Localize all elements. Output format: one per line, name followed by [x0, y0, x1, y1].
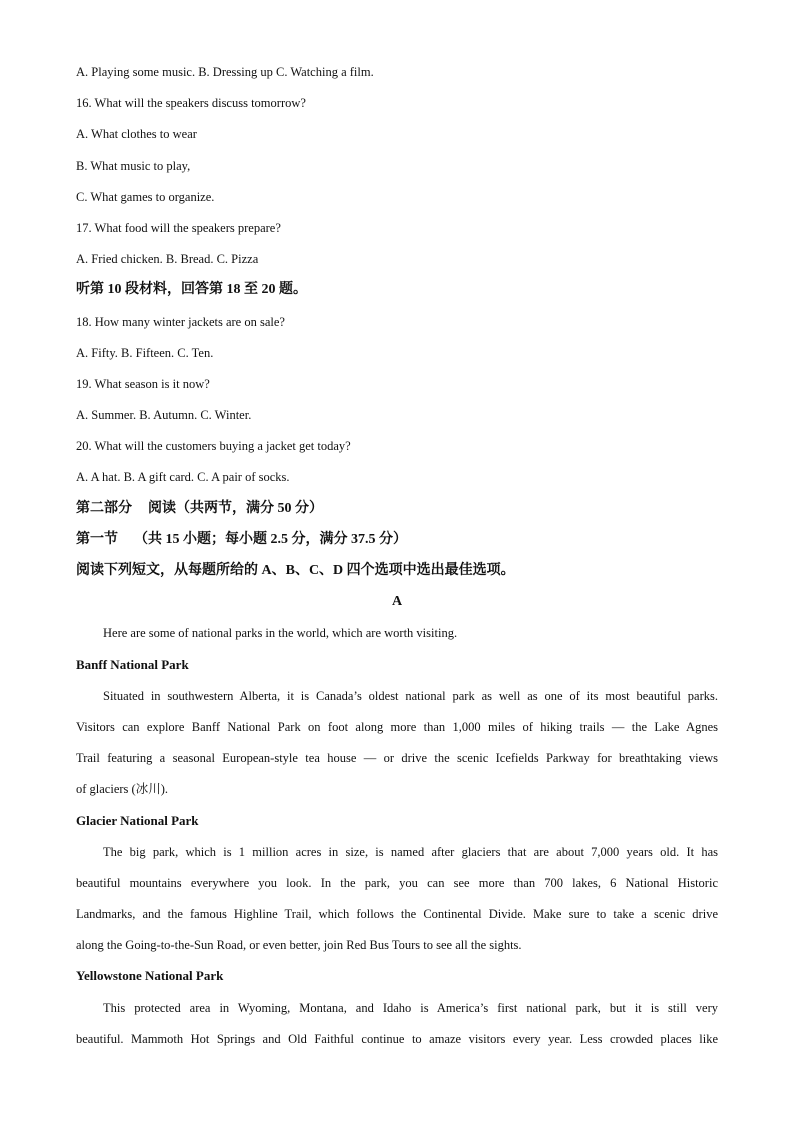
park-glacier-line-1: The big park, which is 1 million acres in size, is named after glaciers that are about 7,000 years old. It has	[103, 844, 718, 859]
passage-intro: Here are some of national parks in the world, which are worth visiting.	[103, 626, 458, 641]
part-2-heading	[76, 499, 718, 530]
question-18-options: A. Fifty. B. Fifteen. C. Ten.	[76, 345, 214, 360]
section-1-scoring: （共 15 小题；每小题 2.5 分，满分 37.5 分）	[134, 531, 407, 547]
park-glacier-line-3: Landmarks, and the famous Highline Trail, which follows the Continental Divide. Make sure to take a scenic drive	[76, 907, 718, 922]
question-20-options: A. A hat. B. A gift card. C. A pair of socks.	[76, 470, 290, 485]
section-1-heading	[76, 530, 718, 561]
question-17: 17. What food will the speakers prepare?	[76, 220, 281, 235]
question-17-options: A. Fried chicken. B. Bread. C. Pizza	[76, 252, 259, 267]
park-yellowstone-line-1: This protected area in Wyoming, Montana, and Idaho is America’s first national park, but it is still very	[103, 1000, 718, 1015]
park-banff-line-4: of glaciers (冰川).	[76, 782, 168, 797]
question-16-option-c: C. What games to organize.	[76, 189, 215, 204]
park-banff-line-2: Visitors can explore Banff National Park on foot along more than 1,000 miles of hiking trails — the Lake Agnes	[76, 719, 718, 734]
part-2-label: 第二部分	[76, 500, 132, 516]
park-heading-yellowstone: Yellowstone National Park	[76, 968, 224, 984]
section-10-heading: 听第 10 段材料，回答第 18 至 20 题。	[76, 282, 307, 298]
park-glacier-line-4: along the Going-to-the-Sun Road, or even better, join Red Bus Tours to see all the sights.	[76, 938, 522, 953]
park-glacier-line-2: beautiful mountains everywhere you look. In the park, you can see more than 700 lakes, 6 National Historic	[76, 875, 718, 890]
question-20: 20. What will the customers buying a jacket get today?	[76, 439, 351, 454]
document-page	[76, 62, 718, 1060]
question-19-options: A. Summer. B. Autumn. C. Winter.	[76, 408, 252, 423]
park-banff-line-3: Trail featuring a seasonal European-style tea house — or drive the scenic Icefields Parkway for breathtaking views	[76, 751, 718, 766]
park-heading-banff: Banff National Park	[76, 656, 189, 672]
question-16: 16. What will the speakers discuss tomorrow?	[76, 96, 306, 111]
park-banff-line-1: Situated in southwestern Alberta, it is Canada’s oldest national park as well as one of its most beautiful parks.	[103, 688, 718, 703]
park-yellowstone-line-2: beautiful. Mammoth Hot Springs and Old Faithful continue to amaze visitors every year. Less crowded places like	[76, 1031, 718, 1046]
reading-instruction: 阅读下列短文，从每题所给的 A、B、C、D 四个选项中选出最佳选项。	[76, 563, 515, 578]
passage-label: A	[391, 594, 403, 610]
part-2-title: 阅读（共两节，满分 50 分）	[148, 500, 323, 516]
park-heading-glacier: Glacier National Park	[76, 812, 199, 828]
question-16-option-b: B. What music to play,	[76, 158, 191, 173]
question-19: 19. What season is it now?	[76, 376, 210, 391]
question-15-options: A. Playing some music. B. Dressing up C. Watching a film.	[76, 65, 374, 79]
question-16-option-a: A. What clothes to wear	[76, 127, 197, 142]
question-18: 18. How many winter jackets are on sale?	[76, 314, 285, 329]
section-1-label: 第一节	[76, 531, 118, 547]
